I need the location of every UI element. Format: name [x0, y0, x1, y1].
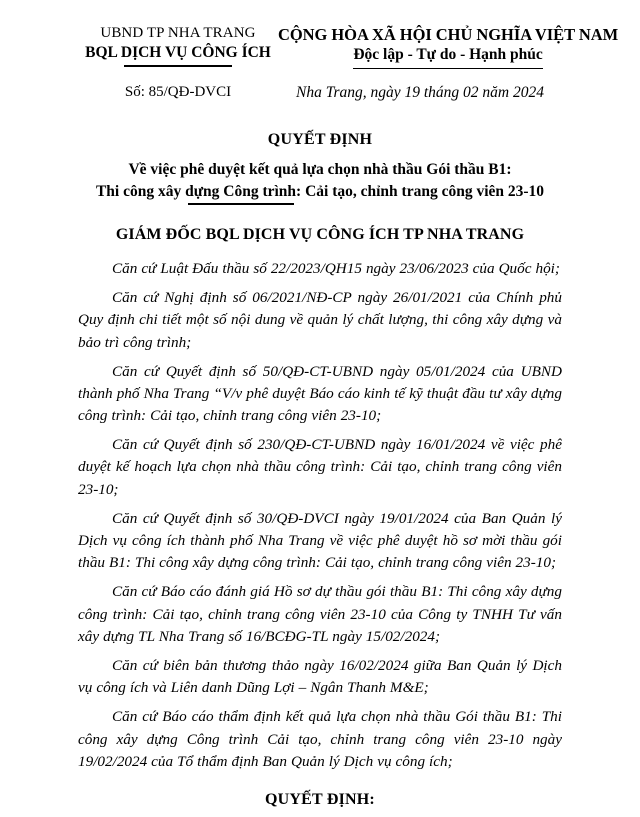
- document-header: [78, 0, 619, 69]
- preamble-paragraph: Căn cứ Nghị định số 06/2021/NĐ-CP ngày 26/01/2021 của Chính phủ Quy định chi tiết một số nội dung về quản lý chất lượng, thi công xây dựng và bảo trì công trình;: [78, 289, 562, 351]
- subject-line-2: Thi công xây dựng Công trình: Cải tạo, chỉnh trang công viên 23-10: [95, 182, 545, 200]
- subject-line-2-inner: [96, 181, 544, 202]
- motto-underline-rule: [353, 68, 542, 70]
- issuing-authority-block: [78, 24, 278, 67]
- issuing-authority-text: BQL DỊCH VỤ CÔNG ÍCH: [85, 44, 271, 62]
- document-subheader: [78, 83, 562, 103]
- authority-underline-rule: [124, 65, 232, 67]
- subject-line-1: Về việc phê duyệt kết quả lựa chọn nhà thầu Gói thầu B1:: [128, 161, 512, 179]
- issuing-officer-title: GIÁM ĐỐC BQL DỊCH VỤ CÔNG ÍCH TP NHA TRANG: [115, 225, 525, 243]
- document-number: Số: 85/QĐ-DVCI: [124, 84, 232, 101]
- preamble-paragraph: Căn cứ biên bản thương thảo ngày 16/02/2024 giữa Ban Quản lý Dịch vụ công ích và Liên danh Dũng Lợi – Ngân Thanh M&E;: [78, 656, 562, 697]
- decision-clause-heading: QUYẾT ĐỊNH:: [265, 790, 375, 808]
- preamble-section: [78, 258, 562, 773]
- decision-subject: [78, 159, 562, 202]
- place-and-date: Nha Trang, ngày 19 tháng 02 năm 2024: [295, 84, 544, 102]
- preamble-paragraph: Căn cứ Luật Đấu thầu số 22/2023/QH15 ngày 23/06/2023 của Quốc hội;: [112, 259, 560, 277]
- preamble-paragraph: Căn cứ Quyết định số 50/QĐ-CT-UBND ngày 05/01/2024 của UBND thành phố Nha Trang “V/v phê duyệt Báo cáo kinh tế kỹ thuật đầu tư xây dựng công trình: Cải tạo, chỉnh trang công viên 23-10;: [78, 362, 562, 425]
- parent-authority-label: UBND TP NHA TRANG: [100, 25, 256, 41]
- subject-underline-rule: [188, 203, 294, 205]
- national-motto-text: Độc lập - Tự do - Hạnh phúc: [353, 46, 543, 64]
- decision-heading: QUYẾT ĐỊNH: [267, 131, 373, 149]
- preamble-paragraph: Căn cứ Báo cáo thẩm định kết quả lựa chọn nhà thầu Gói thầu B1: Thi công xây dựng Công trình Cải tạo, chỉnh trang công viên 23-10 ngày 19/02/2024 của Tổ thẩm định Ban Quản lý Dịch vụ công ích;: [78, 708, 562, 770]
- subject-line-2-wrapper: [78, 181, 562, 202]
- preamble-paragraph: Căn cứ Quyết định số 30/QĐ-DVCI ngày 19/01/2024 của Ban Quản lý Dịch vụ công ích thành phố Nha Trang về việc phê duyệt hồ sơ mời thầu gói thầu B1: Thi công xây dựng công trình: Cải tạo, chỉnh trang công viên 23-10;: [78, 509, 562, 572]
- national-title: CỘNG HÒA XÃ HỘI CHỦ NGHĨA VIỆT NAM: [278, 25, 619, 44]
- issuing-authority-name: [85, 43, 271, 67]
- national-heading-block: [278, 24, 618, 69]
- national-motto: [353, 45, 542, 69]
- preamble-paragraph: Căn cứ Quyết định số 230/QĐ-CT-UBND ngày 16/01/2024 về việc phê duyệt kế hoạch lựa chọn nhà thầu công trình: Cải tạo, chỉnh trang công viên 23-10;: [78, 436, 562, 498]
- preamble-paragraph: Căn cứ Báo cáo đánh giá Hồ sơ dự thầu gói thầu B1: Thi công xây dựng công trình: Cải tạo, chỉnh trang công viên 23-10 của Công ty TNHH Tư vấn xây dựng TL Nha Trang số 16/BCĐG-TL ngày 15/02/2024;: [78, 583, 562, 645]
